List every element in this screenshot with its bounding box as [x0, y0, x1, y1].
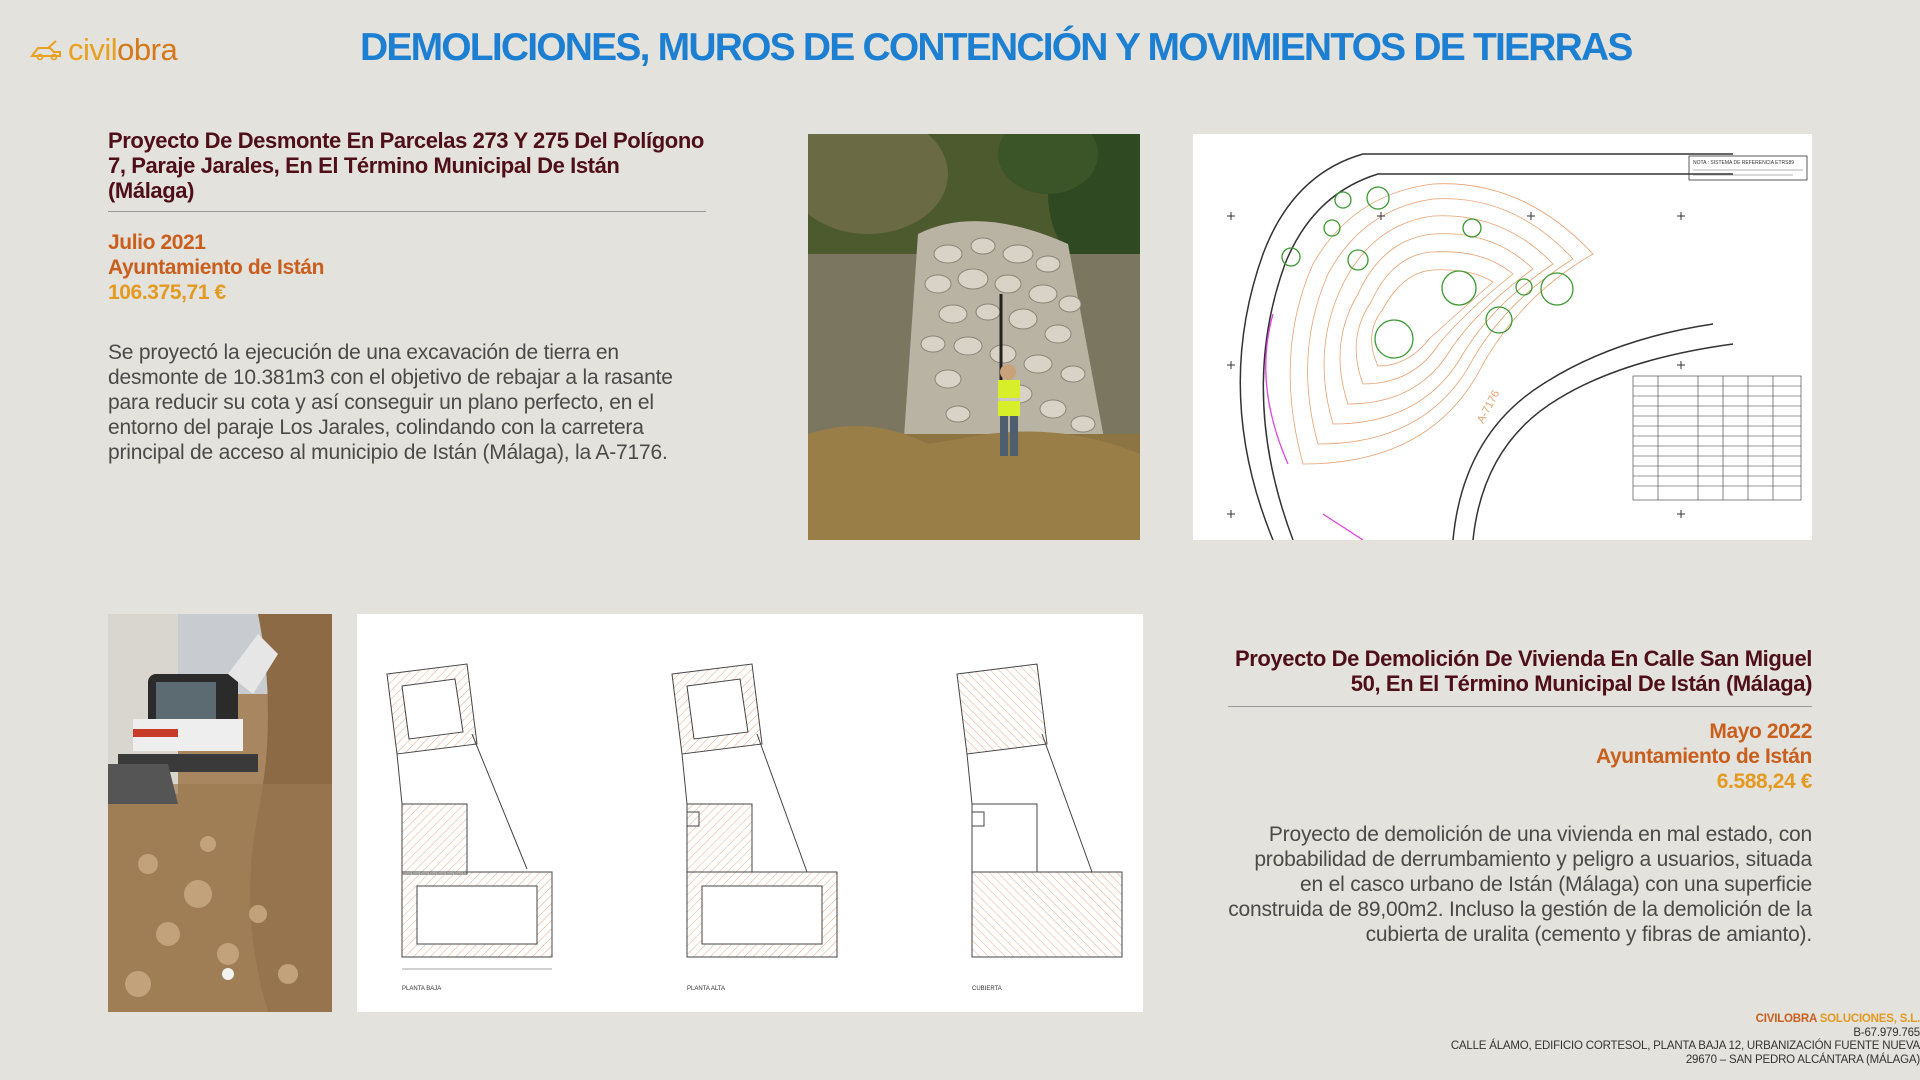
- footer-cif: B-67.979.765: [1853, 1026, 1920, 1039]
- project-2-client: Ayuntamiento de Istán: [1595, 745, 1812, 768]
- plan-label-ground-floor: PLANTA BAJA: [402, 986, 442, 992]
- site-plan-note: NOTA : SISTEMA DE REFERENCIA ETRS89: [1693, 160, 1795, 166]
- logo: [30, 32, 177, 68]
- project-1-meta: [108, 230, 706, 305]
- project-2-amount: 6.588,24 €: [1716, 770, 1812, 793]
- footer-address-line2: 29670 – SAN PEDRO ALCÁNTARA (MÁLAGA): [1685, 1053, 1920, 1066]
- project-2: [1228, 646, 1812, 947]
- project-2-title: Proyecto De Demolición De Vivienda En Calle San Miguel 50, En El Término Municipal De Istán (Málaga): [1234, 646, 1812, 696]
- plan-label-roof: CUBIERTA: [972, 986, 1002, 992]
- stone-wall-photo: [808, 134, 1140, 540]
- excavator-photo: [108, 614, 332, 1012]
- house-plan-drawing: [357, 614, 1143, 1012]
- project-1-client: Ayuntamiento de Istán: [108, 256, 325, 279]
- project-1: [108, 128, 706, 465]
- project-2-meta: [1228, 719, 1812, 794]
- footer-company: CIVILOBRA SOLUCIONES, S.L.: [1755, 1013, 1920, 1025]
- logo-text: civilobra: [68, 32, 178, 67]
- plan-label-upper-floor: PLANTA ALTA: [687, 986, 726, 992]
- project-1-amount: 106.375,71 €: [108, 281, 226, 304]
- project-1-divider: [108, 211, 706, 212]
- footer-address-line1: CALLE ÁLAMO, EDIFICIO CORTESOL, PLANTA BAJA 12, URBANIZACIÓN FUENTE NUEVA: [1450, 1040, 1920, 1052]
- project-1-date: Julio 2021: [108, 231, 206, 254]
- footer: [1220, 1013, 1920, 1067]
- project-1-title: Proyecto De Desmonte En Parcelas 273 Y 275 Del Polígono 7, Paraje Jarales, En El Término Municipal De Istán (Málaga): [108, 128, 704, 203]
- road-label: A-7176: [1475, 388, 1503, 426]
- project-1-description: Se proyectó la ejecución de una excavación de tierra en desmonte de 10.381m3 con el objetivo de rebajar a la rasante para reducir su cota y así conseguir un plano perfecto, en el entorno del paraje Los Jarales, colindando con la carretera principal de acceso al municipio de Istán (Málaga), la A-7176.: [108, 341, 673, 464]
- project-2-divider: [1228, 706, 1812, 707]
- page-title: DEMOLICIONES, MUROS DE CONTENCIÓN Y MOVIMIENTOS DE TIERRAS: [360, 26, 1632, 69]
- project-2-description: Proyecto de demolición de una vivienda en mal estado, con probabilidad de derrumbamiento y peligro a usuarios, situada en el casco urbano de Istán (Málaga) con una superficie construida de 89,00m2. Incluso la gestión de la demolición de la cubierta de uralita (cemento y fibras de amianto).: [1228, 823, 1812, 946]
- truck-logo-icon: [30, 38, 64, 62]
- site-plan-drawing: [1193, 134, 1812, 540]
- project-2-date: Mayo 2022: [1709, 720, 1812, 743]
